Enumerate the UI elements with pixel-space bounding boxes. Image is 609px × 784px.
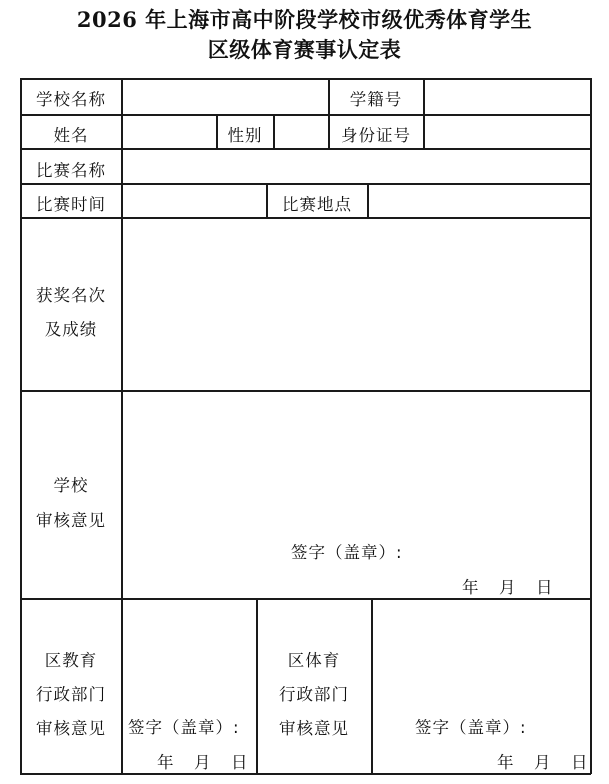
form-title-line1: 2026 年上海市高中阶段学校市级优秀体育学生: [76, 7, 533, 32]
edu-dept-label-line3: 审核意见: [36, 719, 106, 738]
column-divider: [216, 114, 218, 148]
sports-dept-label-line1: 区体育: [287, 651, 341, 670]
school-opinion-field[interactable]: [123, 392, 589, 532]
school-review-label-line2: 审核意见: [36, 511, 106, 530]
gender-label: 性别: [227, 126, 263, 145]
event-location-label: 比赛地点: [282, 195, 352, 214]
student-id-field[interactable]: [425, 80, 589, 113]
sports-signature-label: 签字（盖章）:: [415, 718, 527, 737]
column-divider: [266, 183, 268, 217]
school-date-label: 年 月 日: [462, 578, 555, 597]
award-label-line1: 获奖名次: [36, 286, 106, 305]
name-label: 姓名: [53, 126, 89, 145]
school-review-label-line1: 学校: [53, 476, 89, 495]
id-number-label: 身份证号: [341, 126, 411, 145]
form-title-line2: 区级体育赛事认定表: [207, 37, 402, 62]
table-border-bottom: [20, 773, 591, 775]
event-name-field[interactable]: [123, 150, 589, 182]
edu-dept-label-line2: 行政部门: [36, 685, 106, 704]
edu-date-label: 年 月 日: [157, 753, 250, 772]
table-border-left: [20, 78, 22, 774]
award-field[interactable]: [123, 219, 589, 389]
gender-field[interactable]: [275, 116, 327, 147]
column-divider: [328, 78, 330, 114]
event-location-field[interactable]: [369, 185, 589, 216]
column-divider: [328, 114, 330, 148]
event-name-label: 比赛名称: [36, 161, 106, 180]
table-border-right: [590, 78, 592, 774]
school-signature-label: 签字（盖章）:: [291, 543, 403, 562]
edu-opinion-field[interactable]: [123, 600, 255, 705]
sports-date-label: 年 月 日: [497, 753, 590, 772]
sports-opinion-field[interactable]: [373, 600, 589, 705]
sports-dept-label-line3: 审核意见: [279, 719, 349, 738]
edu-dept-label-line1: 区教育: [44, 651, 98, 670]
award-label-line2: 及成绩: [44, 320, 98, 339]
name-field[interactable]: [123, 116, 215, 147]
id-number-field[interactable]: [425, 116, 589, 147]
edu-signature-label: 签字（盖章）:: [128, 718, 240, 737]
event-time-label: 比赛时间: [36, 195, 106, 214]
column-divider: [256, 598, 258, 773]
sports-dept-label-line2: 行政部门: [279, 685, 349, 704]
student-id-label: 学籍号: [349, 90, 403, 109]
event-time-field[interactable]: [123, 185, 265, 216]
school-name-label: 学校名称: [36, 90, 106, 109]
school-name-field[interactable]: [123, 80, 327, 113]
